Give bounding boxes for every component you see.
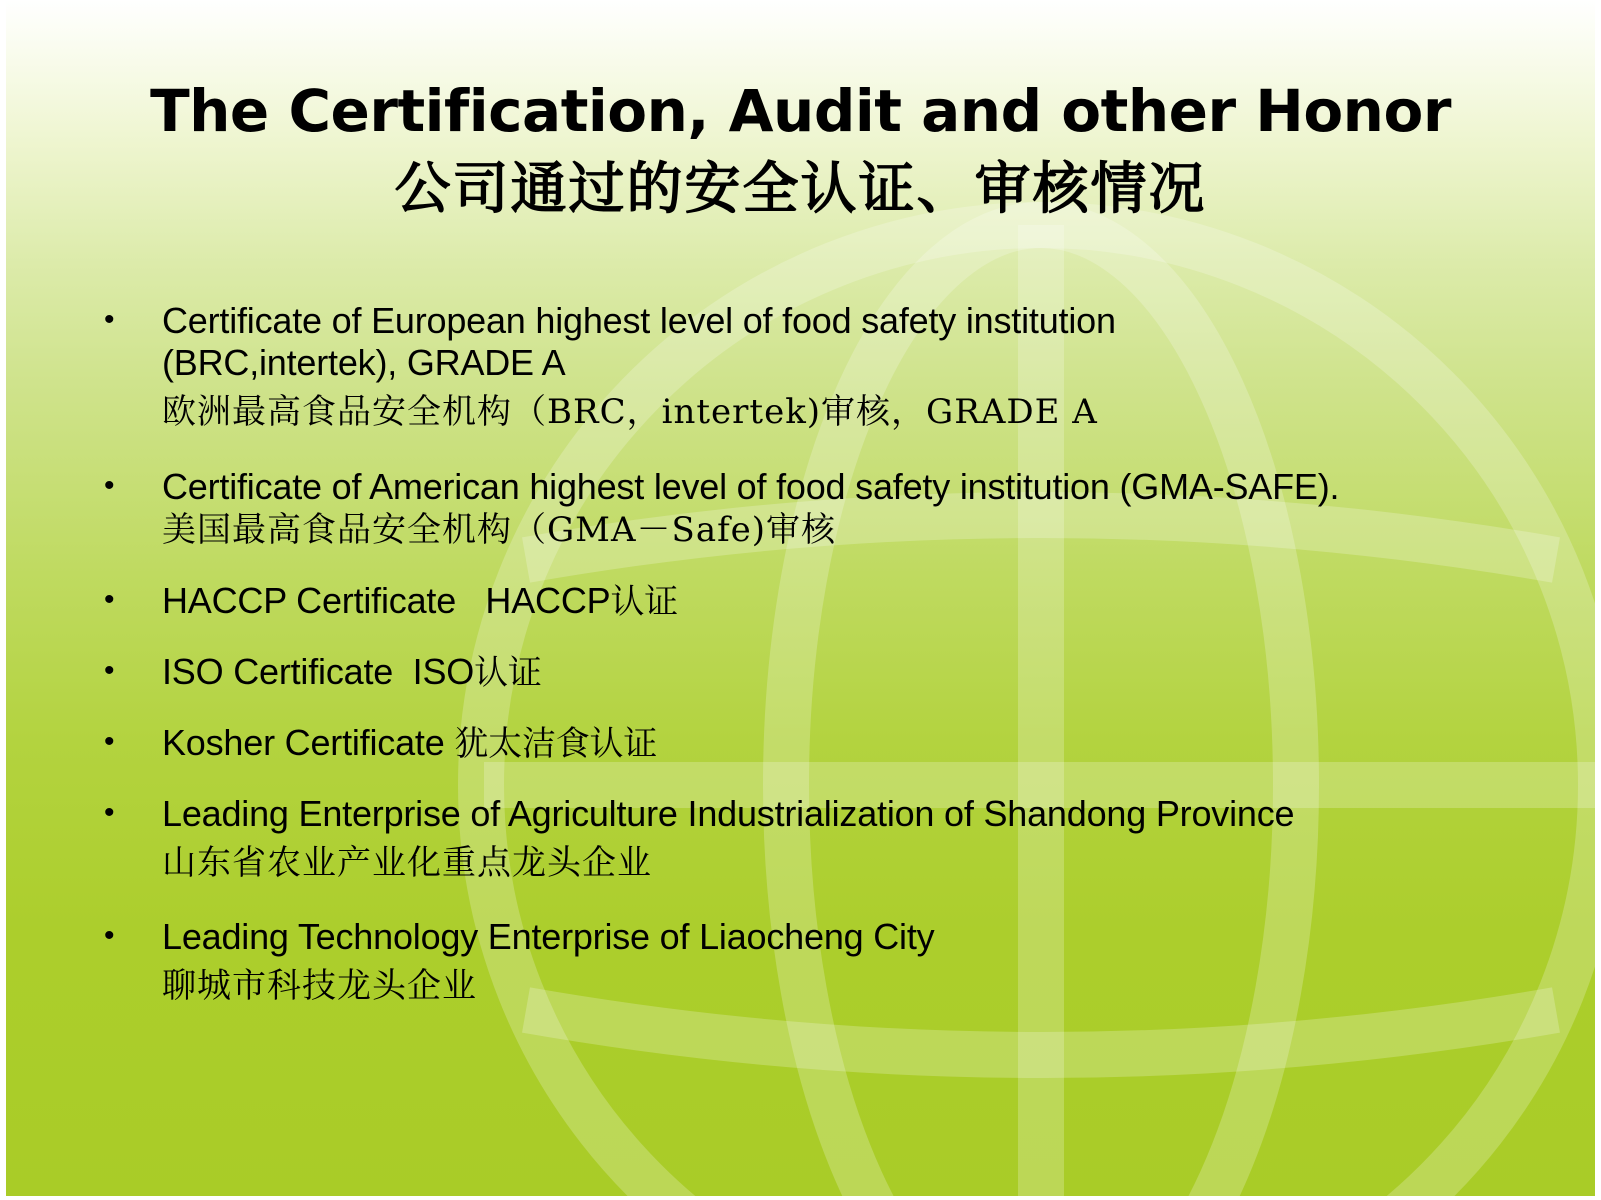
item-english-text: Leading Technology Enterprise of Liaocheng City	[162, 916, 935, 957]
bullet-icon: •	[104, 583, 115, 616]
item-english-text: Certificate of American highest level of food safety institution (GMA-SAFE).	[162, 466, 1340, 507]
item-chinese-text: 聊城市科技龙头企业	[162, 966, 477, 1006]
bullet-icon: •	[104, 796, 115, 829]
bullet-icon: •	[104, 919, 115, 952]
bullet-icon: •	[104, 654, 115, 687]
bullet-icon: •	[104, 303, 115, 336]
item-chinese-text: 认证	[474, 653, 542, 693]
item-chinese-text: 犹太洁食认证	[454, 724, 658, 764]
bullet-icon: •	[104, 725, 115, 758]
slide-title-english: The Certification, Audit and other Honor	[150, 77, 1451, 145]
slide-title-chinese: 公司通过的安全认证、审核情况	[394, 156, 1207, 222]
item-line	[162, 580, 1572, 623]
item-chinese-text: 美国最高食品安全机构（GMA－Safe)审核	[162, 510, 837, 550]
item-english-text: ISO Certificate ISO	[162, 651, 475, 692]
bullet-icon: •	[104, 469, 115, 502]
item-line	[162, 651, 1572, 694]
item-chinese-text: 认证	[610, 582, 679, 622]
item-line	[162, 722, 1572, 765]
item-english-text: HACCP Certificate HACCP	[162, 580, 611, 621]
item-chinese-text: 欧洲最高食品安全机构（BRC，intertek)审核，GRADE A	[162, 392, 1098, 432]
item-english-text: Kosher Certificate	[162, 722, 455, 763]
item-english-text: Leading Enterprise of Agriculture Industrialization of Shandong Province	[162, 793, 1295, 834]
item-english-text-continued: (BRC,intertek), GRADE A	[162, 342, 566, 383]
slide	[6, 0, 1595, 1196]
certification-list	[6, 0, 1595, 1196]
item-english-text: Certificate of European highest level of food safety institution	[162, 300, 1116, 341]
item-chinese-text: 山东省农业产业化重点龙头企业	[162, 843, 652, 883]
